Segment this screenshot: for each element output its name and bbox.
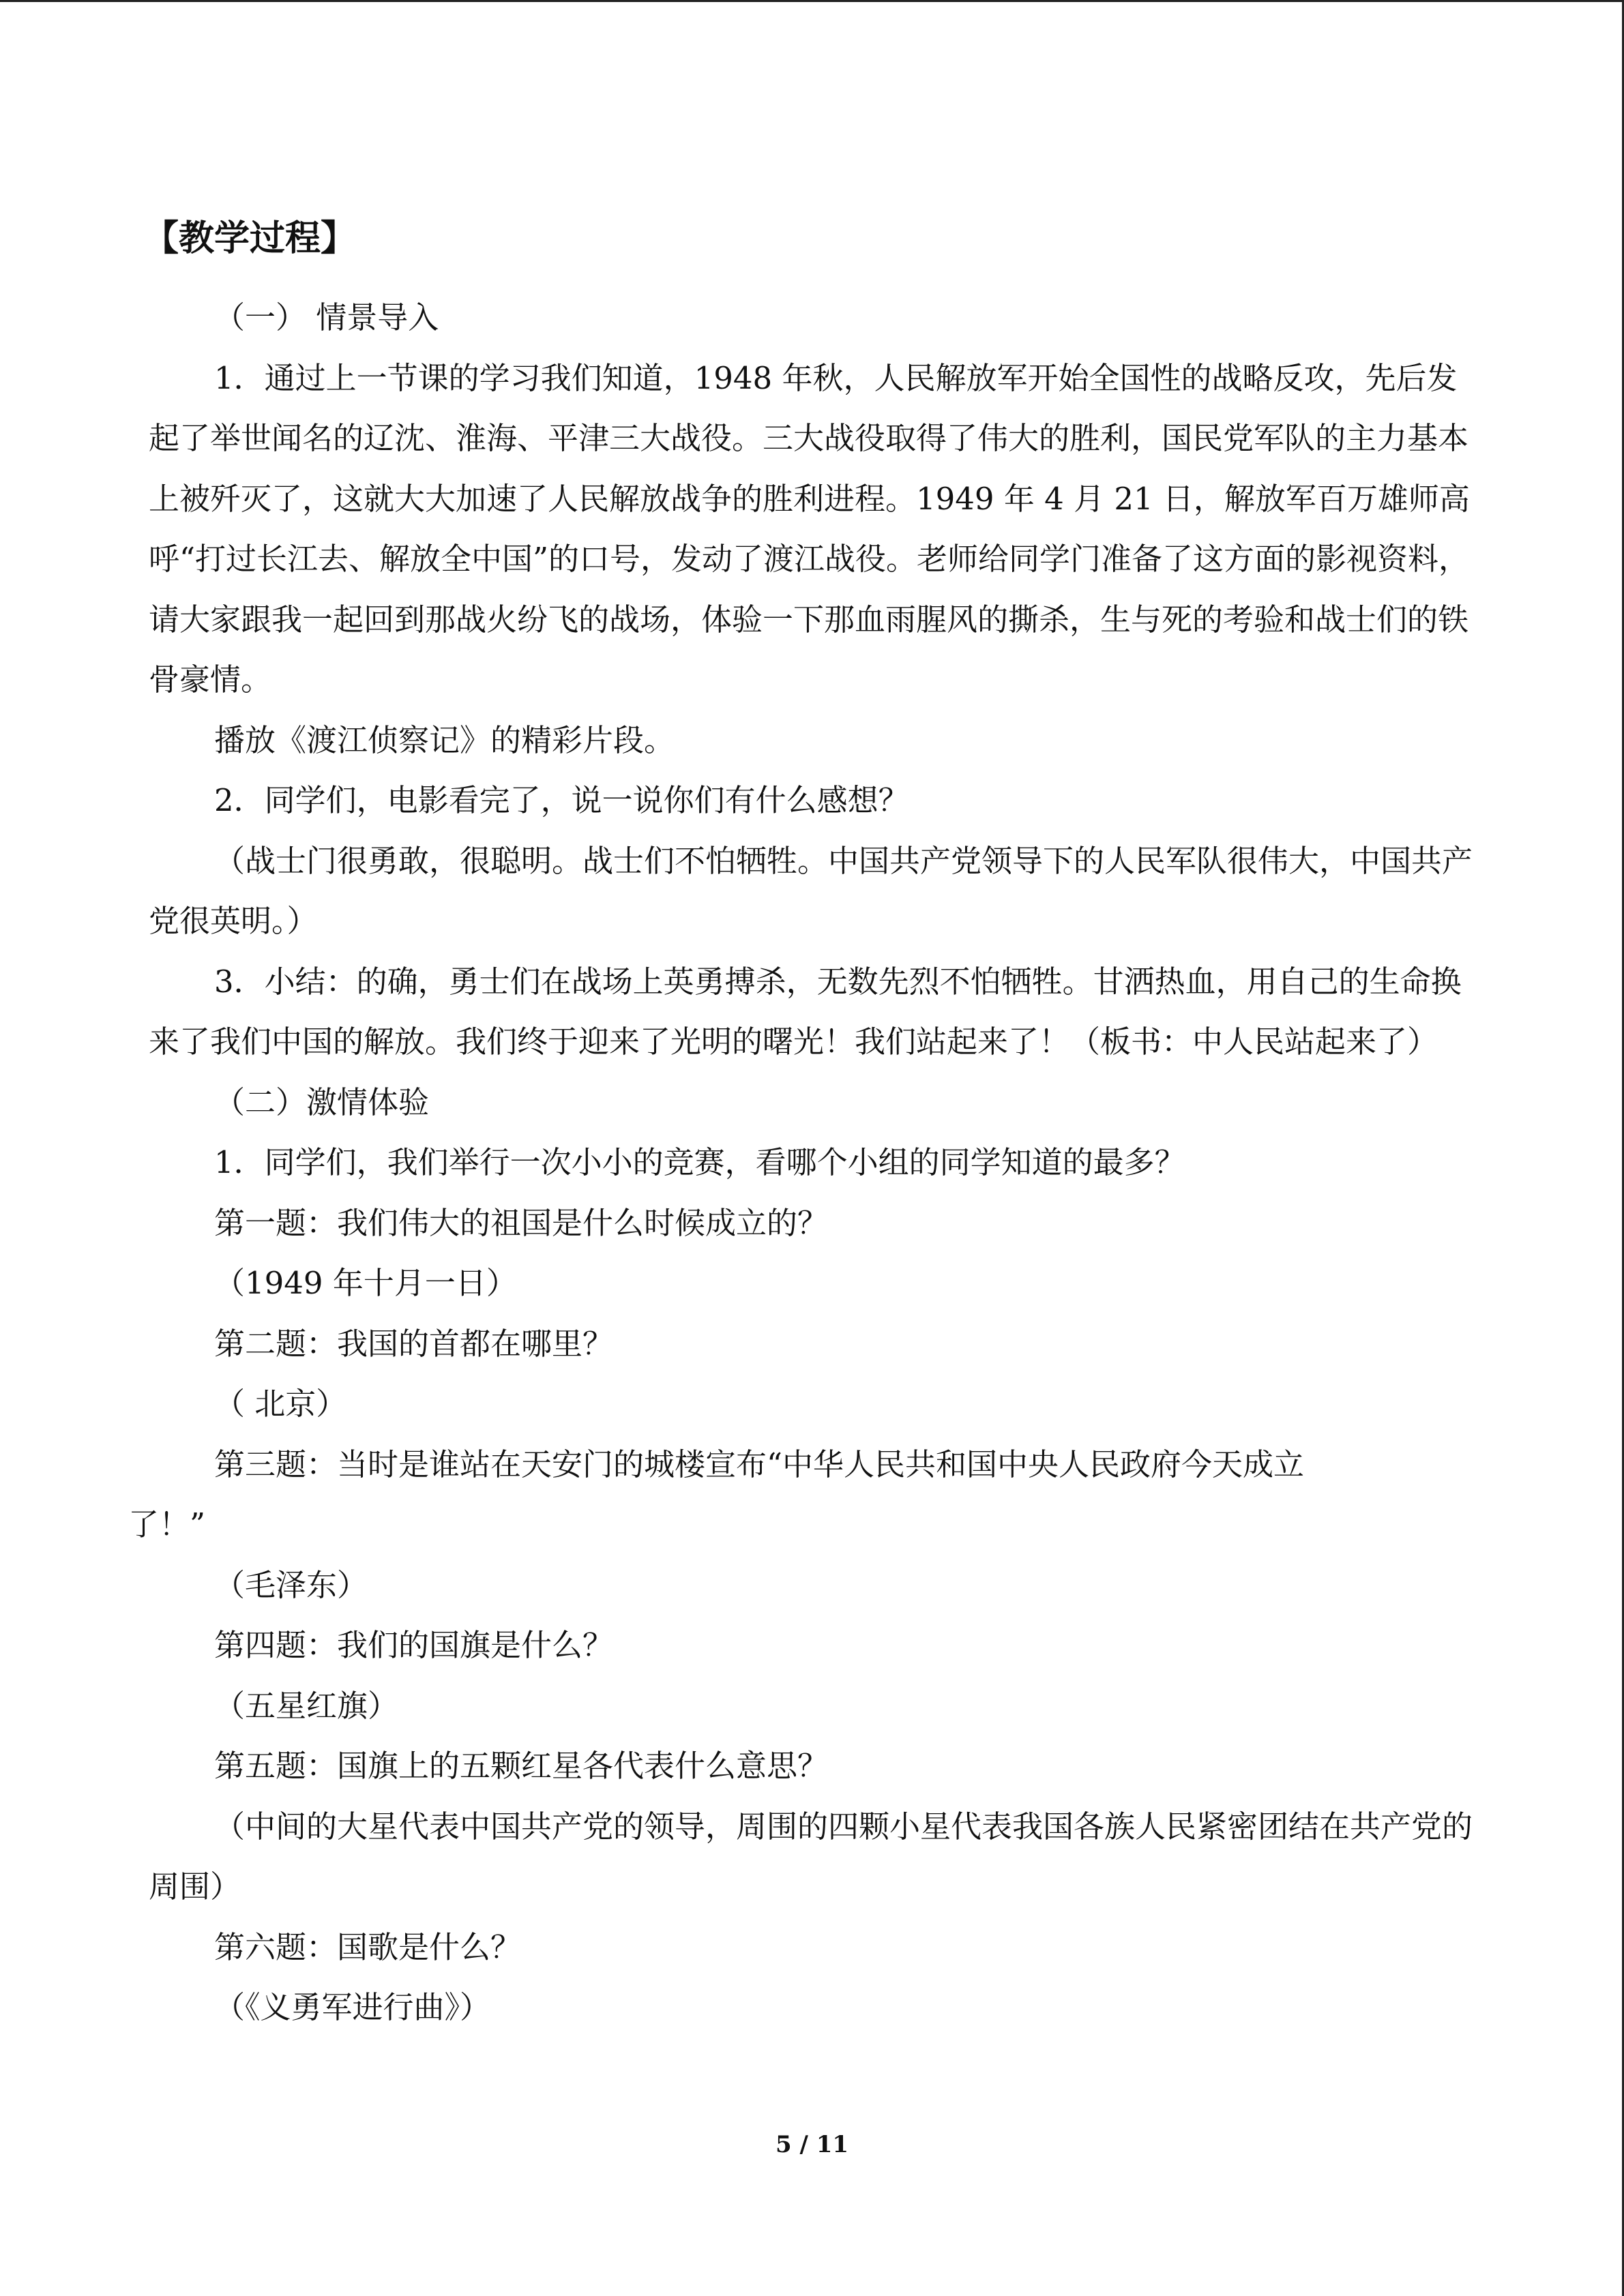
quiz-question: 第三题：当时是谁站在天安门的城楼宣布“中华人民共和国中央人民政府今天成立了！”: [128, 1446, 1305, 1542]
paragraph: 3．小结：的确，勇士们在战场上英勇搏杀，无数先烈不怕牺牲。甘洒热血，用自己的生命换来了我们中国的解放。我们终于迎来了光明的曙光！我们站起来了！（板书：中人民站起来了）: [149, 963, 1462, 1060]
quiz-question: 第六题：国歌是什么？: [214, 1928, 522, 1965]
quiz-answer: （毛泽东）: [214, 1566, 368, 1603]
quiz-question: 第五题：国旗上的五颗红星各代表什么意思？: [214, 1748, 829, 1784]
paragraph: （战士门很勇敢，很聪明。战士们不怕牺牲。中国共产党领导下的人民军队很伟大，中国共产党很英明。）: [149, 842, 1473, 939]
paragraph: 播放《渡江侦察记》的精彩片段。: [214, 721, 675, 758]
paragraph: 2．同学们，电影看完了，说一说你们有什么感想？: [214, 782, 909, 818]
page-number: 5 / 11: [775, 2131, 849, 2158]
paragraph: 1．同学们，我们举行一次小小的竞赛，看哪个小组的同学知道的最多？: [214, 1144, 1185, 1180]
quiz-answer: （ 北京）: [214, 1386, 347, 1422]
quiz-answer: （中间的大星代表中国共产党的领导，周围的四颗小星代表我国各族人民紧密团结在共产党的周围）: [149, 1808, 1473, 1905]
top-border-line: [0, 0, 1624, 2]
quiz-answer: （1949 年十月一日）: [214, 1265, 517, 1301]
quiz-answer: （五星红旗）: [214, 1687, 399, 1724]
quiz-question: 第一题：我们伟大的祖国是什么时候成立的？: [214, 1204, 829, 1241]
document-page: [128, 198, 1486, 2038]
quiz-question: 第二题：我国的首都在哪里？: [214, 1325, 614, 1362]
subsection-title: （二）激情体验: [214, 1084, 430, 1120]
subsection-title: （一） 情景导入: [214, 299, 439, 336]
quiz-question: 第四题：我们的国旗是什么？: [214, 1627, 614, 1663]
quiz-answer: （《义勇军进行曲》）: [214, 1989, 491, 2025]
section-heading: 【教学过程】: [143, 218, 357, 259]
paragraph: 1．通过上一节课的学习我们知道，1948 年秋，人民解放军开始全国性的战略反攻，先后发起了举世闻名的辽沈、淮海、平津三大战役。三大战役取得了伟大的胜利，国民党军队的主力基本上被歼灭了，这就大大加速了人民解放战争的胜利进程。1949 年 4 月 21 日，解放军百万雄师高呼“打过长江去、解放全中国”的口号，发动了渡江战役。老师给同学门准备了这方面的影视资料，请大家跟我一起回到那战火纷飞的战场，体验一下那血雨腥风的撕杀，生与死的考验和战士们的铁骨豪情。: [149, 359, 1470, 698]
